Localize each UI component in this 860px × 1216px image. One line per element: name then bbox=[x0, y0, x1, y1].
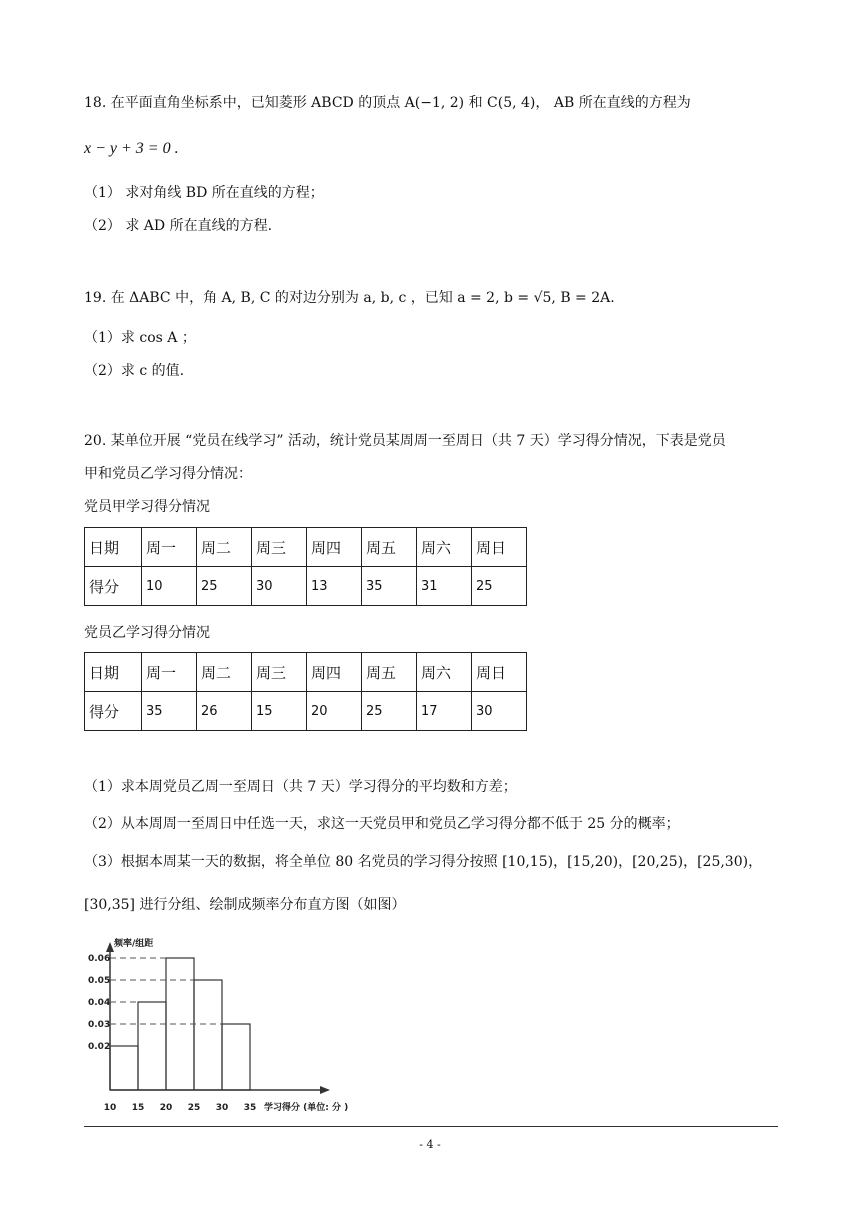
score-cell: 25 bbox=[362, 692, 417, 731]
table-row bbox=[85, 528, 527, 567]
q19-part1: （1）求 cos A ； bbox=[84, 330, 196, 346]
day-cell: 周五 bbox=[362, 653, 417, 692]
day-cell: 周三 bbox=[252, 653, 307, 692]
score-cell: 10 bbox=[142, 567, 197, 606]
score-cell: 31 bbox=[417, 567, 472, 606]
score-cell: 17 bbox=[417, 692, 472, 731]
score-cell: 30 bbox=[472, 692, 527, 731]
day-cell: 周四 bbox=[307, 528, 362, 567]
x-tick-label: 20 bbox=[159, 1103, 173, 1113]
x-axis-label: 学习得分 (单位: 分 ) bbox=[264, 1103, 349, 1113]
x-tick-label: 15 bbox=[131, 1103, 145, 1113]
day-cell: 周日 bbox=[472, 528, 527, 567]
histogram-bar bbox=[138, 1002, 166, 1090]
day-cell: 周六 bbox=[417, 653, 472, 692]
y-tick-label: 0.02 bbox=[88, 1042, 111, 1052]
day-cell: 周二 bbox=[197, 653, 252, 692]
score-cell: 35 bbox=[362, 567, 417, 606]
header-cell: 日期 bbox=[85, 653, 142, 692]
x-tick-label: 25 bbox=[187, 1103, 201, 1113]
header-cell: 日期 bbox=[85, 528, 142, 567]
day-cell: 周五 bbox=[362, 528, 417, 567]
y-tick-label: 0.05 bbox=[88, 976, 111, 986]
histogram-bar bbox=[194, 980, 222, 1090]
day-cell: 周六 bbox=[417, 528, 472, 567]
y-axis-arrow bbox=[106, 942, 114, 952]
frequency-histogram bbox=[84, 930, 384, 1115]
score-cell: 20 bbox=[307, 692, 362, 731]
x-tick-label: 10 bbox=[103, 1103, 117, 1113]
q18-part2: （2） 求 AD 所在直线的方程. bbox=[84, 218, 273, 234]
q20-part3-line2: [30,35] 进行分组、绘制成频率分布直方图（如图） bbox=[84, 897, 406, 913]
score-cell: 35 bbox=[142, 692, 197, 731]
y-tick-label: 0.04 bbox=[88, 998, 111, 1008]
q19-stem: 19. 在 ΔABC 中，角 A, B, C 的对边分别为 a, b, c ，已知 a = 2, b = √5, B = 2A. bbox=[84, 290, 615, 306]
day-cell: 周日 bbox=[472, 653, 527, 692]
q19-part2: （2）求 c 的值. bbox=[84, 363, 185, 379]
y-axis-label: 频率/组距 bbox=[114, 939, 154, 949]
histogram-bar bbox=[110, 1046, 138, 1090]
q18-stem-line1: 18. 在平面直角坐标系中，已知菱形 ABCD 的顶点 A(−1, 2) 和 C(5, 4)， AB 所在直线的方程为 bbox=[84, 95, 691, 111]
score-label-cell: 得分 bbox=[85, 692, 142, 731]
histogram-bar bbox=[222, 1024, 250, 1090]
score-cell: 26 bbox=[197, 692, 252, 731]
q20-part2: （2）从本周周一至周日中任选一天，求这一天党员甲和党员乙学习得分都不低于 25 分的概率； bbox=[84, 816, 680, 832]
q18-part1: （1） 求对角线 BD 所在直线的方程； bbox=[84, 185, 324, 201]
table-b-caption: 党员乙学习得分情况 bbox=[84, 625, 210, 641]
score-cell: 25 bbox=[472, 567, 527, 606]
page-number: - 4 - bbox=[419, 1138, 441, 1151]
x-tick-label: 35 bbox=[243, 1103, 257, 1113]
score-table-b bbox=[84, 652, 527, 731]
x-tick-label: 30 bbox=[215, 1103, 229, 1113]
y-tick-label: 0.03 bbox=[88, 1020, 111, 1030]
day-cell: 周一 bbox=[142, 653, 197, 692]
score-cell: 25 bbox=[197, 567, 252, 606]
day-cell: 周一 bbox=[142, 528, 197, 567]
score-cell: 30 bbox=[252, 567, 307, 606]
table-row bbox=[85, 567, 527, 606]
day-cell: 周二 bbox=[197, 528, 252, 567]
q20-part1: （1）求本周党员乙周一至周日（共 7 天）学习得分的平均数和方差； bbox=[84, 779, 517, 795]
score-cell: 13 bbox=[307, 567, 362, 606]
y-tick-label: 0.06 bbox=[88, 954, 111, 964]
x-axis-arrow bbox=[320, 1086, 330, 1094]
day-cell: 周四 bbox=[307, 653, 362, 692]
footer-rule bbox=[84, 1126, 778, 1127]
score-table-a bbox=[84, 527, 527, 606]
score-cell: 15 bbox=[252, 692, 307, 731]
q18-stem-line2: x − y + 3 = 0 . bbox=[84, 140, 179, 157]
q20-stem-line2: 甲和党员乙学习得分情况： bbox=[84, 466, 252, 482]
table-row bbox=[85, 653, 527, 692]
table-a-caption: 党员甲学习得分情况 bbox=[84, 499, 210, 515]
day-cell: 周三 bbox=[252, 528, 307, 567]
table-row bbox=[85, 692, 527, 731]
q20-stem-line1: 20. 某单位开展 “党员在线学习” 活动，统计党员某周周一至周日（共 7 天）学习得分情况，下表是党员 bbox=[84, 433, 726, 449]
q20-part3-line1: （3）根据本周某一天的数据，将全单位 80 名党员的学习得分按照 [10,15)，[15,20)，[20,25)，[25,30)， bbox=[84, 854, 763, 870]
score-label-cell: 得分 bbox=[85, 567, 142, 606]
